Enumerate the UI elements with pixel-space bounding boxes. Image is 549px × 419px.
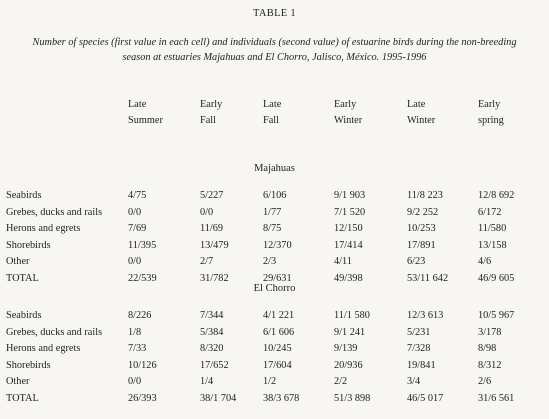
table-caption [20, 35, 529, 65]
table-cell: 5/384 [200, 326, 224, 338]
row-label: Herons and egrets [6, 223, 81, 235]
table-row [0, 393, 549, 409]
row-label: Grebes, ducks and rails [6, 206, 103, 218]
table-cell: 9/2 252 [407, 206, 439, 218]
table-cell: 1/2 [263, 376, 277, 388]
table-cell: 19/841 [407, 359, 436, 371]
table-cell: 1/4 [200, 376, 214, 388]
table-cell: 3/178 [478, 326, 502, 338]
table-cell: 17/891 [407, 239, 436, 251]
row-label: Other [6, 376, 30, 388]
column-header [200, 97, 222, 129]
column-header [478, 97, 504, 129]
column-header-line1: Late [128, 99, 147, 110]
table-row [0, 190, 549, 206]
table-cell: 9/139 [334, 343, 358, 355]
table-cell: 8/226 [128, 310, 152, 321]
column-header-line2: Fall [200, 115, 217, 126]
table-cell: 7/344 [200, 310, 224, 321]
caption-line-2: season at estuaries Majahuas and El Chorro, Jalisco, México. 1995-1996 [122, 52, 427, 63]
table-cell: 6/23 [407, 256, 426, 268]
table-cell: 7/69 [128, 223, 147, 235]
table-cell: 31/6 561 [478, 393, 515, 404]
table-cell: 17/604 [263, 359, 292, 371]
table-cell: 4/6 [478, 256, 492, 268]
table-cell: 10/5 967 [478, 310, 515, 321]
column-header-line1: Late [263, 99, 282, 110]
column-header [263, 97, 281, 129]
table-cell: 11/395 [128, 239, 157, 251]
table-row [0, 376, 549, 392]
row-label: Grebes, ducks and rails [6, 326, 103, 338]
table-cell: 1/77 [263, 206, 282, 218]
table-cell: 17/414 [334, 239, 363, 251]
table-cell: 53/11 642 [407, 273, 449, 284]
table-cell: 12/150 [334, 223, 363, 235]
table-cell: 7/328 [407, 343, 431, 355]
table-cell: 29/631 [263, 273, 292, 284]
table-row [0, 310, 549, 326]
row-label: Seabirds [6, 310, 42, 321]
table-cell: 22/539 [128, 273, 157, 284]
table-cell: 6/1 606 [263, 326, 295, 338]
table-cell: 2/6 [478, 376, 492, 388]
table-cell: 17/652 [200, 359, 229, 371]
row-label: Seabirds [6, 190, 42, 201]
table-cell: 1/8 [128, 326, 142, 338]
table-cell: 12/3 613 [407, 310, 444, 321]
section-title: Majahuas [254, 163, 295, 174]
table-cell: 2/3 [263, 256, 277, 268]
column-header-line2: spring [478, 115, 504, 126]
section-title: El Chorro [253, 283, 296, 294]
table-cell: 6/106 [263, 190, 287, 201]
table-cell: 7/33 [128, 343, 147, 355]
table-cell: 38/1 704 [200, 393, 237, 404]
column-header-line1: Early [478, 99, 501, 110]
table-cell: 26/393 [128, 393, 157, 404]
table-cell: 0/0 [200, 206, 214, 218]
row-label: Herons and egrets [6, 343, 81, 355]
row-label: Shorebirds [6, 359, 51, 371]
table-cell: 8/75 [263, 223, 282, 235]
row-label: TOTAL [6, 273, 39, 284]
table-cell: 51/3 898 [334, 393, 371, 404]
table-cell: 5/231 [407, 326, 431, 338]
column-header-line2: Winter [407, 115, 436, 126]
column-header-line2: Summer [128, 115, 163, 126]
table-cell: 38/3 678 [263, 393, 300, 404]
table-cell: 12/370 [263, 239, 292, 251]
table-cell: 4/1 221 [263, 310, 295, 321]
column-header-line1: Early [200, 99, 223, 110]
table-cell: 4/75 [128, 190, 147, 201]
table-cell: 46/5 017 [407, 393, 444, 404]
table-cell: 0/0 [128, 376, 142, 388]
table-row [0, 207, 549, 223]
table-cell: 11/8 223 [407, 190, 443, 201]
table-cell: 8/98 [478, 343, 497, 355]
row-label: Other [6, 256, 30, 268]
table-cell: 10/126 [128, 359, 157, 371]
table-cell: 11/580 [478, 223, 507, 235]
table-cell: 13/479 [200, 239, 229, 251]
caption-line-1: Number of species (first value in each cell) and individuals (second value) of estuarine birds during the non-breeding [32, 37, 517, 48]
table-row [0, 256, 549, 272]
table-row [0, 343, 549, 359]
table-cell: 20/936 [334, 359, 363, 371]
column-header-line1: Late [407, 99, 426, 110]
table-cell: 0/0 [128, 206, 142, 218]
column-header-line1: Early [334, 99, 357, 110]
table-cell: 7/1 520 [334, 206, 366, 218]
table-cell: 49/398 [334, 273, 363, 284]
table-title: TABLE 1 [253, 8, 296, 19]
table-cell: 9/1 241 [334, 326, 366, 338]
table-cell: 11/69 [200, 223, 224, 235]
table-cell: 3/4 [407, 376, 421, 388]
table-cell: 8/312 [478, 359, 502, 371]
column-header-line2: Fall [263, 115, 280, 126]
table-cell: 9/1 903 [334, 190, 366, 201]
column-header [128, 97, 163, 129]
table-cell: 46/9 605 [478, 273, 515, 284]
table-cell: 2/7 [200, 256, 214, 268]
table-cell: 11/1 580 [334, 310, 370, 321]
table-cell: 13/158 [478, 239, 507, 251]
table-cell: 12/8 692 [478, 190, 515, 201]
table-cell: 10/253 [407, 223, 436, 235]
table-cell: 5/227 [200, 190, 224, 201]
table-cell: 0/0 [128, 256, 142, 268]
table-cell: 4/11 [334, 256, 352, 268]
column-header [334, 97, 362, 129]
column-header [407, 97, 435, 129]
table-cell: 10/245 [263, 343, 292, 355]
table-cell: 2/2 [334, 376, 348, 388]
table-cell: 8/320 [200, 343, 224, 355]
table-row [0, 223, 549, 239]
table-row [0, 327, 549, 343]
table-row [0, 360, 549, 376]
column-header-line2: Winter [334, 115, 363, 126]
table-cell: 6/172 [478, 206, 502, 218]
row-label: TOTAL [6, 393, 39, 404]
table-cell: 31/782 [200, 273, 229, 284]
row-label: Shorebirds [6, 239, 51, 251]
table-row [0, 240, 549, 256]
